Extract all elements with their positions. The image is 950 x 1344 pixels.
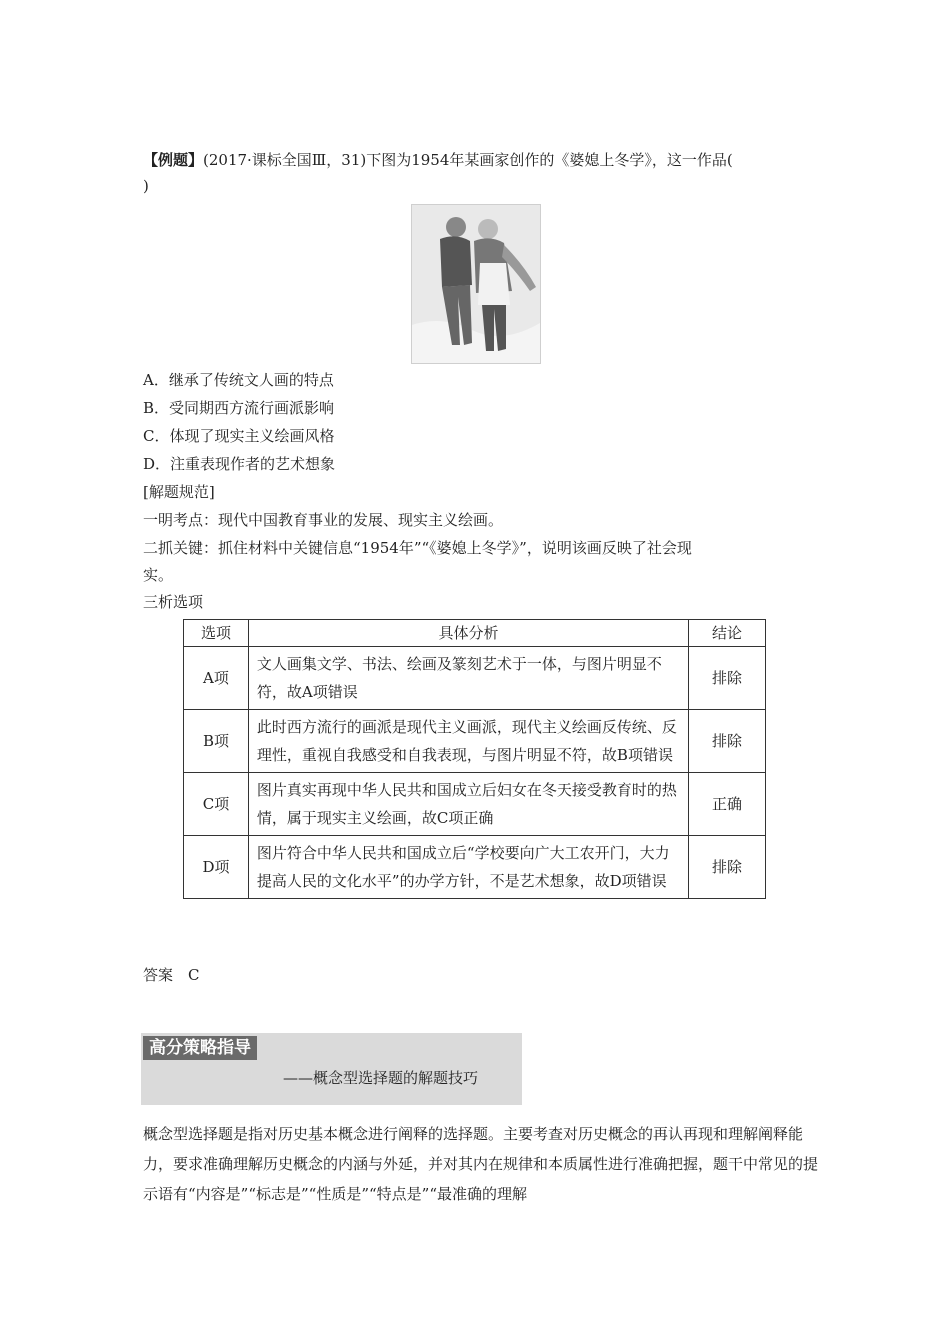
- solution-step1: 一明考点：现代中国教育事业的发展、现实主义绘画。: [143, 511, 504, 529]
- row-result: 排除: [689, 647, 766, 710]
- row-analysis: 文人画集文学、书法、绘画及篆刻艺术于一体，与图片明显不符，故A项错误: [248, 647, 688, 710]
- header-analysis: 具体分析: [248, 620, 688, 647]
- example-stem-text: (2017·课标全国Ⅲ，31)下图为1954年某画家创作的《婆媳上冬学》，这一作品(: [203, 151, 733, 169]
- row-result: 排除: [689, 836, 766, 899]
- table-row: [184, 710, 766, 773]
- option-d: D．注重表现作者的艺术想象: [143, 455, 336, 473]
- solution-heading: [解题规范]: [143, 483, 215, 501]
- painting-image: [411, 204, 541, 364]
- solution-step3: 三析选项: [143, 593, 204, 611]
- row-result: 正确: [689, 773, 766, 836]
- row-option: A项: [184, 647, 249, 710]
- table-header-row: [184, 620, 766, 647]
- option-c: C．体现了现实主义绘画风格: [143, 427, 335, 445]
- example-stem-cont: ): [143, 177, 149, 195]
- solution-step2: 二抓关键：抓住材料中关键信息“1954年”“《婆媳上冬学》”，说明该画反映了社会现: [143, 539, 692, 557]
- option-a: A．继承了传统文人画的特点: [143, 371, 334, 389]
- analysis-table: [183, 619, 766, 899]
- table-row: [184, 773, 766, 836]
- header-result: 结论: [689, 620, 766, 647]
- example-stem: [143, 150, 733, 170]
- row-analysis: 图片真实再现中华人民共和国成立后妇女在冬天接受教育时的热情，属于现实主义绘画，故C项正确: [248, 773, 688, 836]
- solution-step2-cont: 实。: [143, 566, 174, 584]
- body-paragraph: 概念型选择题是指对历史基本概念进行阐释的选择题。主要考查对历史概念的再认再现和理解阐释能力，要求准确理解历史概念的内涵与外延，并对其内在规律和本质属性进行准确把握，题干中常见的提示语有“内容是”“标志是”“性质是”“特点是”“最准确的理解: [143, 1125, 819, 1203]
- answer: 答案 C: [143, 966, 200, 984]
- banner-subtitle: ——概念型选择题的解题技巧: [283, 1069, 479, 1087]
- strategy-banner: [141, 1033, 522, 1105]
- table-row: [184, 836, 766, 899]
- header-option: 选项: [184, 620, 249, 647]
- row-result: 排除: [689, 710, 766, 773]
- row-option: C项: [184, 773, 249, 836]
- painting-illustration: [412, 205, 540, 363]
- row-analysis: 此时西方流行的画派是现代主义画派，现代主义绘画反传统、反理性，重视自我感受和自我表现，与图片明显不符，故B项错误: [248, 710, 688, 773]
- example-label: 【例题】: [143, 151, 204, 169]
- row-option: B项: [184, 710, 249, 773]
- option-b: B．受同期西方流行画派影响: [143, 399, 335, 417]
- banner-tag: 高分策略指导: [143, 1036, 257, 1060]
- row-analysis: 图片符合中华人民共和国成立后“学校要向广大工农开门，大力提高人民的文化水平”的办学方针，不是艺术想象，故D项错误: [248, 836, 688, 899]
- table-row: [184, 647, 766, 710]
- row-option: D项: [184, 836, 249, 899]
